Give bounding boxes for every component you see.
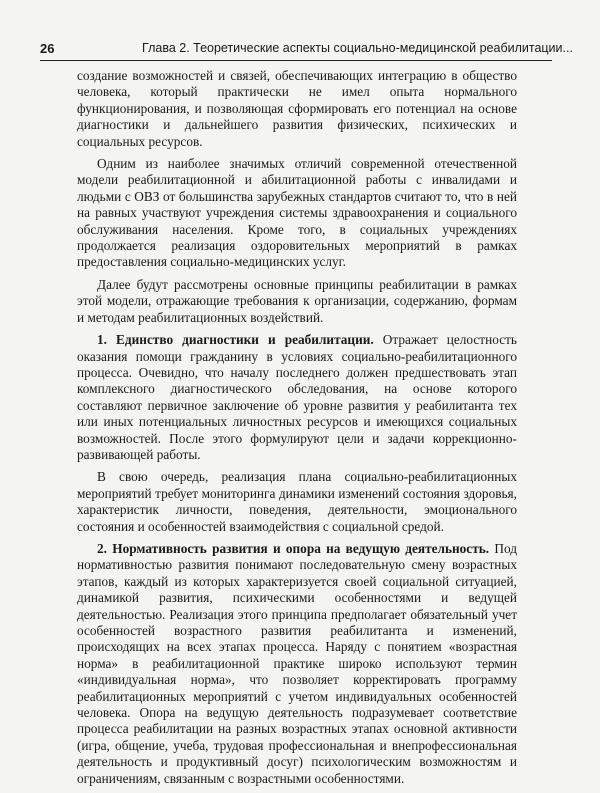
- principle-heading: 1. Единство диагностики и реабилитации.: [97, 332, 374, 348]
- paragraph-text: Под нормативностью развития понимают последовательную смену возрастных этапов, каждый из которых характеризуется своей социальной ситуацией, динамикой развития, психическими особенностями и ведущей деятельностью. Реализация этого принципа предполагает обязательный учет особенностей возрастного развития реабилитанта и изменений, происходящих на всех этапах процесса. Наряду с понятием «возрастная норма» в реабилитационной практике широко используют термин «индивидуальная норма», что позволяет корректировать программу реабилитационных мероприятий с учетом индивидуальных особенностей человека. Опора на ведущую деятельность подразумевает соответствие процесса реабилитации на разных возрастных этапах основной активности (игра, общение, учеба, трудовая профессиональная и внепрофессиональная деятельность и продуктивный досуг) психологическим возможностям и ограничениям, связанным с возрастными особенностями.: [77, 540, 517, 786]
- paragraph-1: [77, 68, 517, 150]
- paragraph-principle-1: [77, 332, 517, 463]
- running-header: [40, 38, 573, 61]
- paragraph-text: В свою очередь, реализация плана социально-реабилитационных мероприятий требует мониторинга динамики изменений состояния здоровья, характеристик личности, поведения, деятельности, эмоционального состояния и особенностей взаимодействия с социальной средой.: [77, 469, 517, 534]
- paragraph-3: [77, 277, 517, 326]
- paragraph-text: Отражает целостность оказания помощи гражданину в условиях социально-реабилитационного процесса. Очевидно, что началу последнего должен предшествовать этап комплексного диагностического обследования, на основе которого составляют первичное заключение об уровне развития у реабилитанта тех или иных потенциальных личностных ресурсов и имеющихся социальных возможностей. После этого формулируют цели и задачи коррекционно-развивающей работы.: [77, 332, 517, 462]
- paragraph-principle-2: [77, 541, 517, 787]
- paragraph-text: создание возможностей и связей, обеспечивающих интеграцию в общество человека, который практически не имел опыта нормального функционирования, и позволяющая сформировать его потенциал на основе диагностики и дальнейшего развития физических, психических и социальных ресурсов.: [77, 68, 517, 149]
- page-number: 26: [40, 41, 55, 56]
- paragraph-text: Одним из наиболее значимых отличий современной отечественной модели реабилитационной и абилитационной работы с инвалидами и людьми с ОВЗ от большинства зарубежных стандартов считают то, что в ней на равных участвуют учреждения системы здравоохранения и социального обслуживания населения. Кроме того, в социальных учреждениях продолжается реализация оздоровительных мероприятий в рамках предоставления социально-медицинских услуг.: [77, 156, 517, 270]
- paragraph-5: [77, 469, 517, 535]
- paragraph-2: [77, 156, 517, 271]
- principle-heading: 2. Нормативность развития и опора на ведущую деятельность.: [97, 540, 490, 556]
- paragraph-text: Далее будут рассмотрены основные принципы реабилитации в рамках этой модели, отражающие требования к организации, содержанию, формам и методам реабилитационных воздействий.: [77, 276, 517, 325]
- body-text: [77, 68, 517, 793]
- chapter-title: Глава 2. Теоретические аспекты социально-медицинской реабилитации...: [142, 41, 573, 55]
